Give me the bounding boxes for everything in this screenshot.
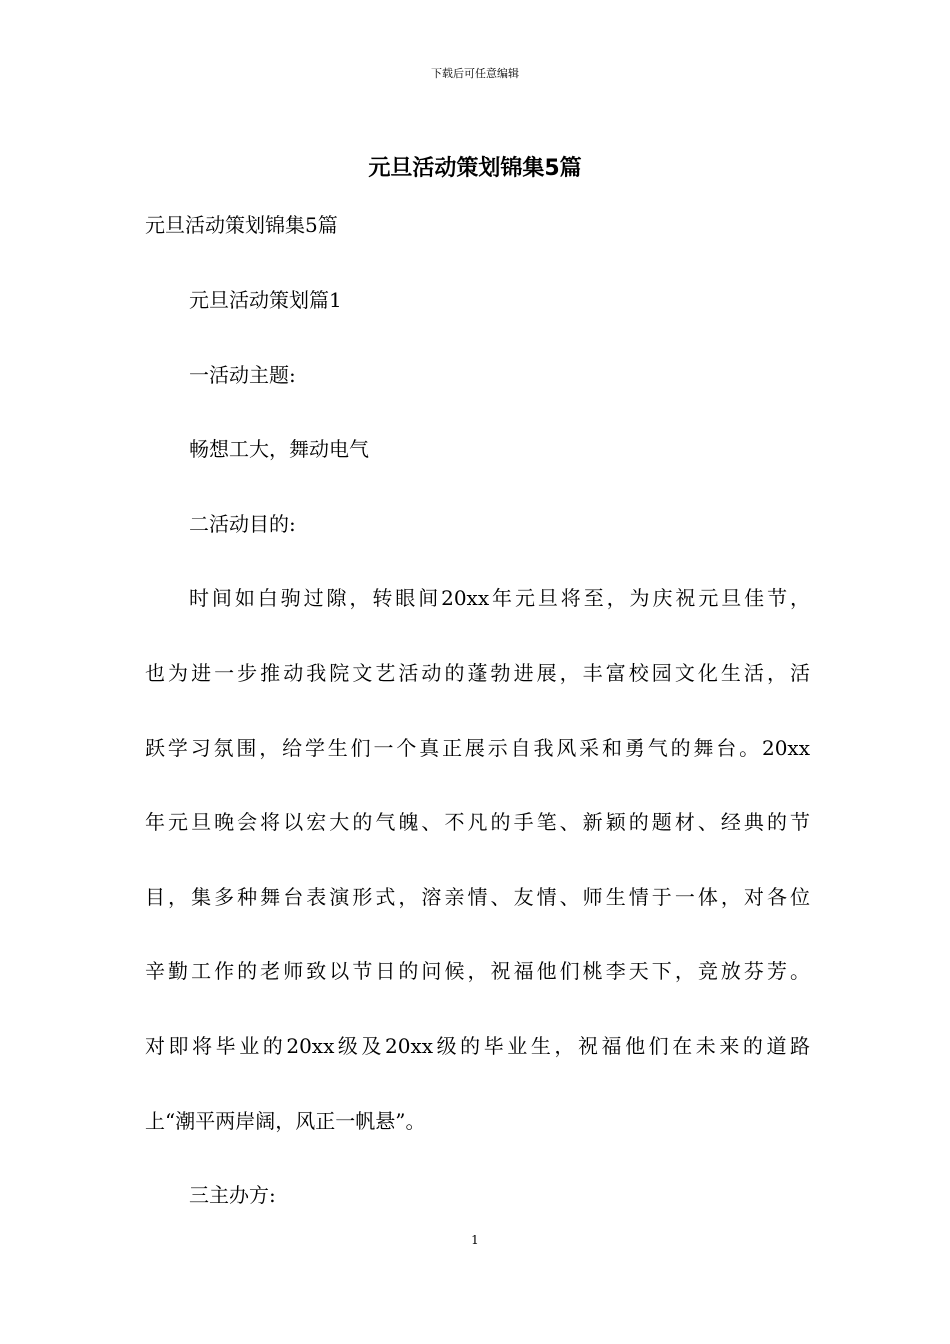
item-heading: 三主办方: — [189, 1183, 276, 1207]
body-line: 跃学习氛围，给学生们一个真正展示自我风采和勇气的舞台。20xx — [145, 736, 810, 760]
body-line: 年元旦晚会将以宏大的气魄、不凡的手笔、新颖的题材、经典的节 — [145, 810, 810, 834]
section-heading: 元旦活动策划篇1 — [189, 288, 342, 312]
body-line: 时间如白驹过隙，转眼间20xx年元旦将至，为庆祝元旦佳节， — [189, 586, 810, 610]
page-number: 1 — [471, 1233, 479, 1247]
item-heading: 一活动主题: — [189, 363, 296, 387]
body-line: 对即将毕业的20xx级及20xx级的毕业生，祝福他们在未来的道路 — [145, 1034, 810, 1058]
item-heading: 二活动目的: — [189, 512, 296, 536]
theme-text: 畅想工大，舞动电气 — [189, 437, 369, 461]
body-line: 上“潮平两岸阔，风正一帆悬”。 — [145, 1109, 426, 1133]
header-note: 下载后可任意编辑 — [431, 67, 519, 80]
subtitle-line: 元旦活动策划锦集5篇 — [145, 213, 338, 237]
body-line: 也为进一步推动我院文艺活动的蓬勃进展，丰富校园文化生活，活 — [145, 661, 810, 685]
document-title: 元旦活动策划锦集5篇 — [368, 156, 582, 181]
body-line: 辛勤工作的老师致以节日的问候，祝福他们桃李天下，竞放芬芳。 — [145, 959, 810, 983]
body-line: 目，集多种舞台表演形式，溶亲情、友情、师生情于一体，对各位 — [145, 885, 810, 909]
